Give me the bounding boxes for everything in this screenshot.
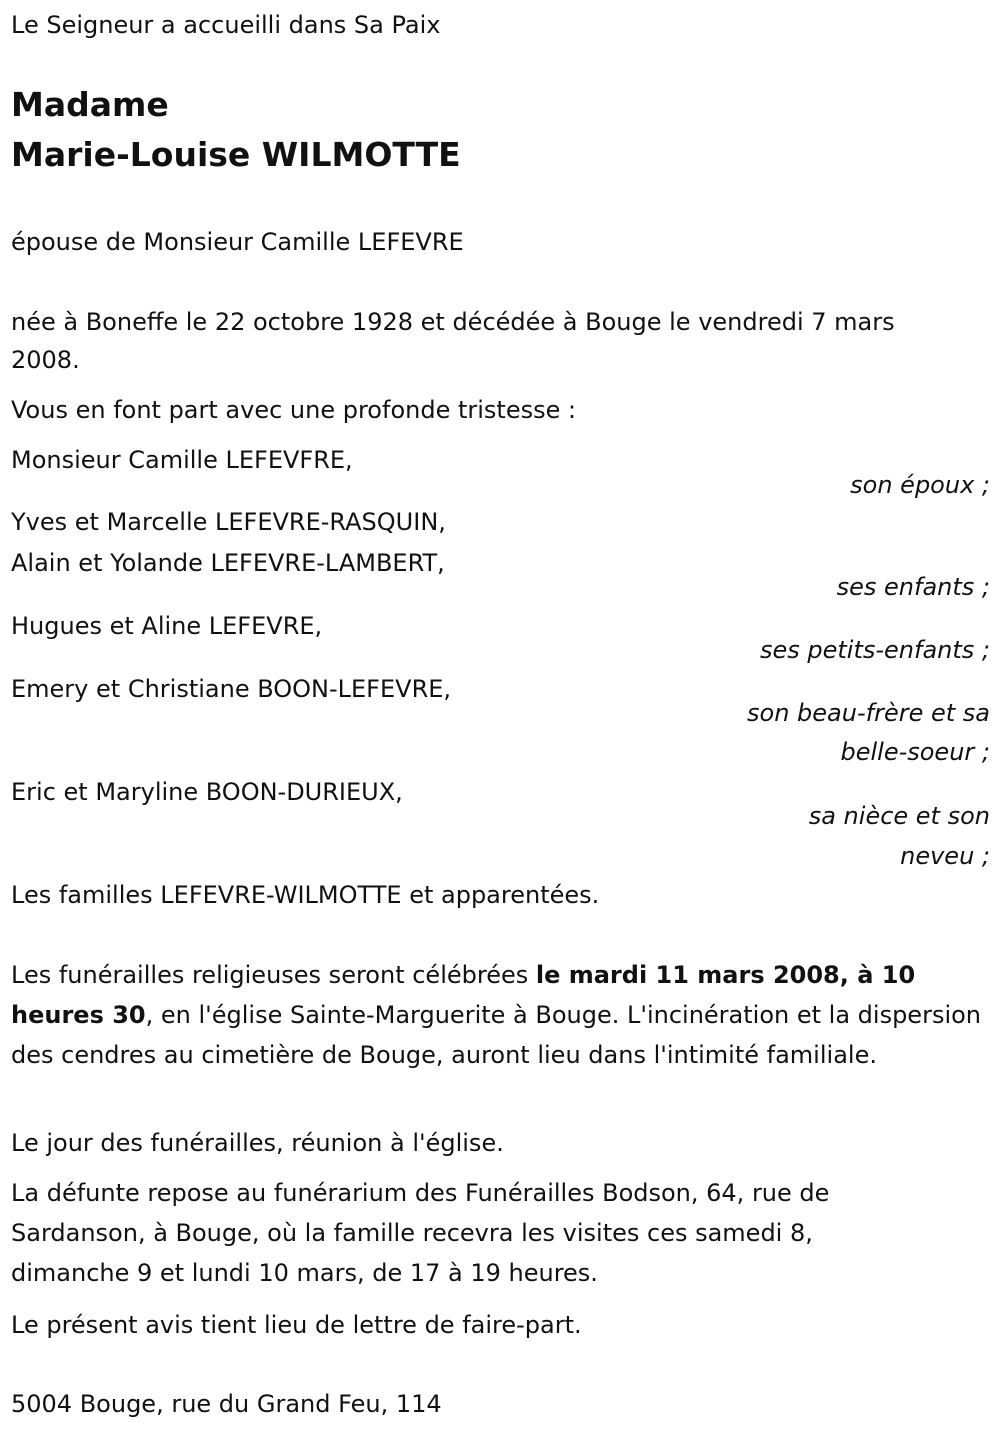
families-line: Les familles LEFEVRE-WILMOTTE et apparentées. bbox=[11, 881, 600, 909]
funeral-date: le mardi 11 mars 2008, à 10 heures 30 bbox=[11, 961, 916, 1029]
family-relation: sa nièce et son bbox=[808, 802, 990, 830]
family-name: Eric et Maryline BOON-DURIEUX, bbox=[11, 778, 403, 806]
family-relation: son époux ; bbox=[850, 471, 990, 499]
family-name: Yves et Marcelle LEFEVRE-RASQUIN, bbox=[11, 508, 446, 536]
family-name: Hugues et Aline LEFEVRE, bbox=[11, 612, 323, 640]
funeral-paragraph bbox=[11, 955, 991, 1075]
intro-text: Le Seigneur a accueilli dans Sa Paix bbox=[11, 11, 441, 39]
notice-line: Le présent avis tient lieu de lettre de faire-part. bbox=[11, 1311, 582, 1339]
family-relation: ses petits-enfants ; bbox=[759, 636, 990, 664]
birth-death-line-2: 2008. bbox=[11, 346, 80, 374]
family-relation: son beau-frère et sa bbox=[747, 699, 990, 727]
family-name: Emery et Christiane BOON-LEFEVRE, bbox=[11, 675, 452, 703]
spouse-line: épouse de Monsieur Camille LEFEVRE bbox=[11, 228, 464, 256]
funeral-text-rest: , en l'église Sainte-Marguerite à Bouge. L'incinération et la dispersion des cendres au cimetière de Bouge, auront lieu dans l'intimité familiale. bbox=[11, 1001, 982, 1069]
address-line: 5004 Bouge, rue du Grand Feu, 114 bbox=[11, 1390, 442, 1418]
family-name: Monsieur Camille LEFEVFRE, bbox=[11, 446, 353, 474]
family-relation: belle-soeur ; bbox=[840, 738, 990, 766]
visit-paragraph: La défunte repose au funérarium des Funérailles Bodson, 64, rue de Sardanson, à Bouge, où la famille recevra les visites ces samedi 8, dimanche 9 et lundi 10 mars, de 17 à 19 heures. bbox=[11, 1179, 830, 1287]
deceased-name: Marie-Louise WILMOTTE bbox=[11, 135, 461, 174]
family-name: Alain et Yolande LEFEVRE-LAMBERT, bbox=[11, 549, 445, 577]
family-relation: ses enfants ; bbox=[836, 573, 990, 601]
title-honorific: Madame bbox=[11, 85, 169, 124]
announcement: Vous en font part avec une profonde tristesse : bbox=[11, 396, 577, 424]
family-relation: neveu ; bbox=[900, 842, 990, 870]
meeting-line: Le jour des funérailles, réunion à l'église. bbox=[11, 1129, 504, 1157]
birth-death-line-1: née à Boneffe le 22 octobre 1928 et décédée à Bouge le vendredi 7 mars bbox=[11, 308, 895, 336]
funeral-text: Les funérailles religieuses seront célébrées bbox=[11, 961, 536, 989]
